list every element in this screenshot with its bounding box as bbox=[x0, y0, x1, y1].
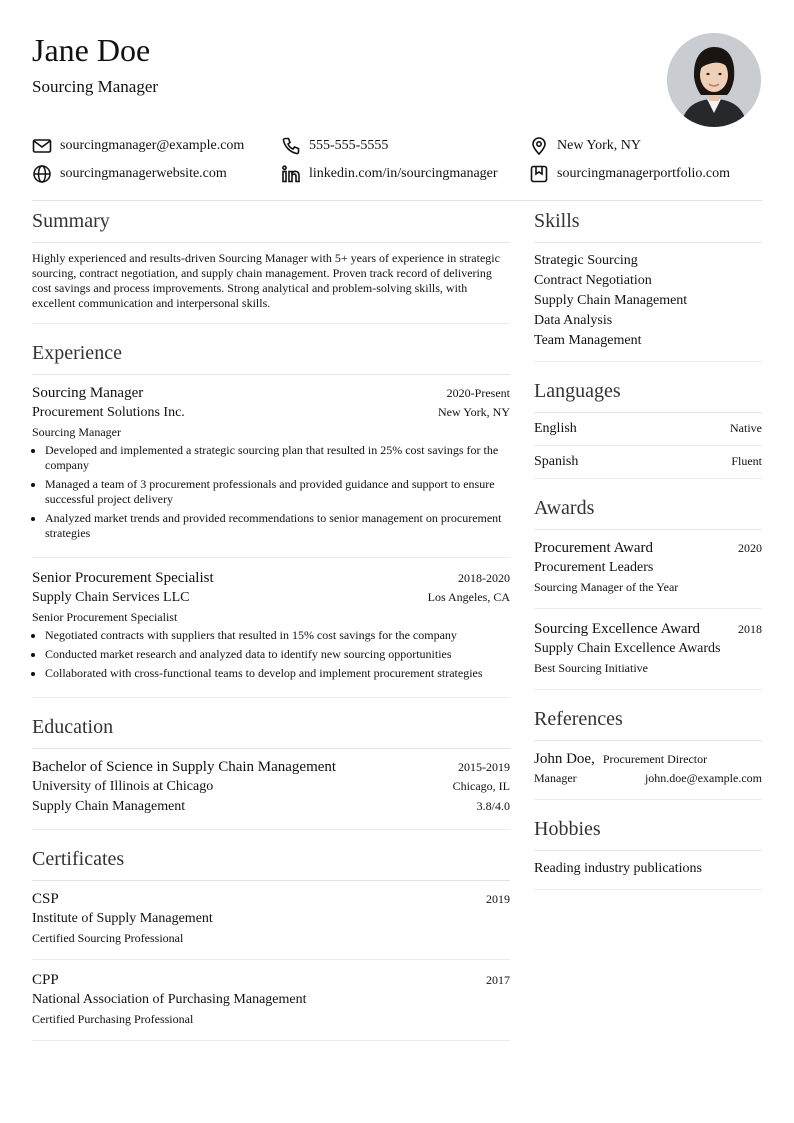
experience-entry bbox=[32, 558, 510, 697]
reference-position: Procurement Director bbox=[602, 752, 708, 766]
hobby-item: Reading industry publications bbox=[534, 861, 702, 876]
edu-field: Supply Chain Management bbox=[32, 799, 186, 814]
phone-icon bbox=[281, 136, 301, 156]
award-name: Procurement Award bbox=[534, 540, 654, 556]
cert-issuer: Institute of Supply Management bbox=[32, 911, 213, 926]
contact-website[interactable] bbox=[32, 164, 227, 184]
resume-page bbox=[32, 0, 762, 1026]
awards-section bbox=[534, 495, 762, 690]
education-heading: Education bbox=[32, 714, 510, 749]
skill-item: Data Analysis bbox=[534, 313, 613, 328]
job-company: Supply Chain Services LLC bbox=[32, 590, 190, 605]
experience-heading: Experience bbox=[32, 340, 510, 375]
section-divider bbox=[32, 323, 510, 324]
languages-section bbox=[534, 378, 762, 479]
contact-linkedin[interactable] bbox=[281, 164, 498, 184]
job-bullet: • Negotiated contracts with suppliers that resulted in 15% cost savings for the company bbox=[45, 628, 510, 643]
job-bullet: • Collaborated with cross-functional teams to develop and implement procurement strategies bbox=[45, 666, 510, 681]
language-level: Native bbox=[730, 421, 762, 435]
cert-name: CSP bbox=[32, 891, 59, 907]
language-item bbox=[534, 413, 762, 446]
award-name: Sourcing Excellence Award bbox=[534, 621, 701, 637]
edu-gpa: 3.8/4.0 bbox=[476, 799, 510, 813]
certificate-entry bbox=[32, 960, 510, 1040]
cert-issuer: National Association of Purchasing Management bbox=[32, 992, 307, 1007]
language-name: English bbox=[534, 421, 577, 436]
experience-entry bbox=[32, 383, 510, 557]
cert-year: 2019 bbox=[486, 892, 510, 906]
job-position: Senior Procurement Specialist bbox=[32, 570, 214, 586]
cert-name: CPP bbox=[32, 972, 59, 988]
skill-item: Contract Negotiation bbox=[534, 273, 652, 288]
globe-icon bbox=[32, 164, 52, 184]
hobbies-section bbox=[534, 816, 762, 890]
summary-text: Highly experienced and results-driven Sourcing Manager with 5+ years of experience in strategic sourcing, contract negotiation, and supply chain management. Proven track record of delivering cost savings and process improvements. Strong analytical and problem-solving skills, with excellent communication and interpersonal skills. bbox=[32, 251, 500, 310]
reference-name: John Doe, bbox=[534, 751, 595, 767]
certificate-entry bbox=[32, 889, 510, 959]
contact-location-text: New York, NY bbox=[557, 138, 642, 153]
edu-degree: Bachelor of Science in Supply Chain Management bbox=[32, 759, 337, 775]
summary-section bbox=[32, 208, 510, 324]
language-item bbox=[534, 446, 762, 479]
award-year: 2020 bbox=[738, 541, 762, 555]
education-section bbox=[32, 714, 510, 830]
reference-position-continued: Manager bbox=[534, 771, 577, 785]
award-entry bbox=[534, 609, 762, 689]
location-pin-icon bbox=[529, 136, 549, 156]
award-description: Best Sourcing Initiative bbox=[534, 661, 648, 675]
award-description: Sourcing Manager of the Year bbox=[534, 580, 679, 594]
job-bullet: • Developed and implemented a strategic sourcing plan that resulted in 25% cost savings for the company bbox=[45, 443, 510, 473]
award-issuer: Procurement Leaders bbox=[534, 560, 654, 575]
award-issuer: Supply Chain Excellence Awards bbox=[534, 641, 721, 656]
contact-phone[interactable] bbox=[281, 136, 388, 156]
job-dates: 2018-2020 bbox=[458, 571, 510, 585]
section-divider bbox=[32, 697, 510, 698]
language-name: Spanish bbox=[534, 454, 579, 469]
job-subtitle: Sourcing Manager bbox=[32, 425, 121, 439]
experience-section bbox=[32, 340, 510, 698]
job-bullet: • Managed a team of 3 procurement professionals and provided guidance and support to ensure successful project delivery bbox=[45, 477, 510, 507]
contact-portfolio-text: sourcingmanagerportfolio.com bbox=[557, 166, 731, 181]
job-position: Sourcing Manager bbox=[32, 385, 144, 401]
resume-header bbox=[32, 0, 762, 200]
candidate-title: Sourcing Manager bbox=[32, 77, 159, 96]
candidate-name: Jane Doe bbox=[32, 32, 151, 68]
languages-heading: Languages bbox=[534, 378, 762, 413]
cert-description: Certified Purchasing Professional bbox=[32, 1012, 194, 1026]
awards-heading: Awards bbox=[534, 495, 762, 530]
section-divider bbox=[32, 829, 510, 830]
sidebar-column bbox=[534, 206, 762, 890]
section-divider bbox=[534, 361, 762, 362]
job-bullet: • Conducted market research and analyzed data to identify new sourcing opportunities bbox=[45, 647, 510, 662]
certificates-section bbox=[32, 846, 510, 1041]
edu-dates: 2015-2019 bbox=[458, 760, 510, 774]
profile-photo-illustration bbox=[667, 33, 761, 127]
contact-email[interactable] bbox=[32, 136, 244, 156]
section-divider bbox=[32, 1040, 510, 1041]
hobbies-heading: Hobbies bbox=[534, 816, 762, 851]
contact-phone-text: 555-555-5555 bbox=[309, 138, 389, 153]
contact-email-text: sourcingmanager@example.com bbox=[60, 138, 245, 153]
section-divider bbox=[534, 889, 762, 890]
cert-year: 2017 bbox=[486, 973, 510, 987]
job-bullets bbox=[32, 443, 510, 541]
language-level: Fluent bbox=[731, 454, 762, 468]
linkedin-icon bbox=[281, 164, 301, 184]
summary-heading: Summary bbox=[32, 208, 510, 243]
references-heading: References bbox=[534, 706, 762, 741]
skills-section bbox=[534, 208, 762, 362]
mail-icon bbox=[32, 136, 52, 156]
job-company: Procurement Solutions Inc. bbox=[32, 405, 185, 420]
edu-location: Chicago, IL bbox=[452, 779, 510, 793]
skill-item: Strategic Sourcing bbox=[534, 253, 638, 268]
contact-website-text: sourcingmanagerwebsite.com bbox=[60, 166, 227, 181]
portfolio-bookmark-icon bbox=[529, 164, 549, 184]
section-divider bbox=[534, 799, 762, 800]
skill-item: Supply Chain Management bbox=[534, 293, 688, 308]
certificates-heading: Certificates bbox=[32, 846, 510, 881]
job-subtitle: Senior Procurement Specialist bbox=[32, 610, 178, 624]
job-bullet: • Analyzed market trends and provided recommendations to senior management on procurement strategies bbox=[45, 511, 510, 541]
skill-item: Team Management bbox=[534, 333, 642, 348]
education-entry bbox=[32, 757, 510, 829]
references-section bbox=[534, 706, 762, 800]
edu-school: University of Illinois at Chicago bbox=[32, 779, 214, 794]
contact-portfolio[interactable] bbox=[529, 164, 730, 184]
section-divider bbox=[534, 689, 762, 690]
header-divider bbox=[32, 200, 762, 201]
reference-entry bbox=[534, 749, 762, 799]
job-bullets bbox=[32, 628, 510, 681]
job-dates: 2020-Present bbox=[446, 386, 510, 400]
reference-email[interactable]: john.doe@example.com bbox=[644, 771, 762, 785]
contact-linkedin-text: linkedin.com/in/sourcingmanager bbox=[309, 166, 498, 181]
skills-heading: Skills bbox=[534, 208, 762, 243]
job-location: Los Angeles, CA bbox=[427, 590, 510, 604]
job-location: New York, NY bbox=[437, 405, 510, 419]
award-year: 2018 bbox=[738, 622, 762, 636]
award-entry bbox=[534, 538, 762, 608]
cert-description: Certified Sourcing Professional bbox=[32, 931, 184, 945]
main-column bbox=[32, 206, 510, 1041]
profile-photo bbox=[667, 33, 761, 127]
contact-location bbox=[529, 136, 641, 156]
